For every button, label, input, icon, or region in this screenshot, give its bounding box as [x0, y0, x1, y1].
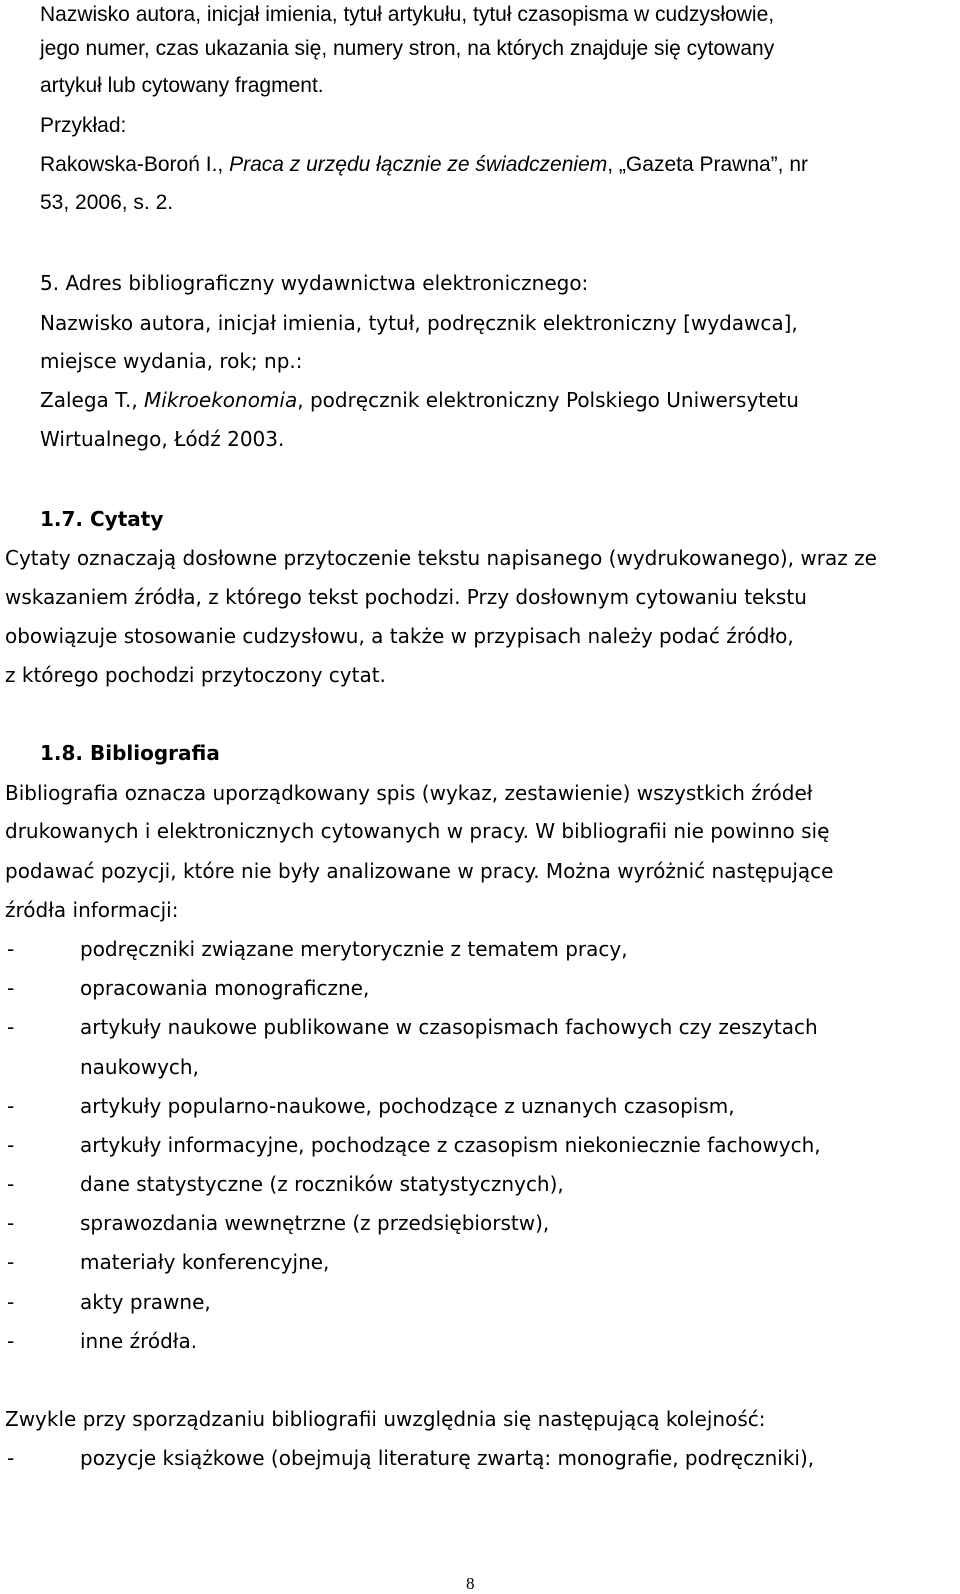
list-item-text: pozycje książkowe (obejmują literaturę zwartą: monografie, podręczniki), [80, 1446, 815, 1470]
text-line: Cytaty oznaczają dosłowne przytoczenie tekstu napisanego (wydrukowanego), wraz ze [5, 546, 877, 570]
section-heading-bibliografia: 1.8. Bibliografia [40, 741, 220, 765]
text-line: źródła informacji: [5, 898, 179, 922]
example-citation-1 [40, 152, 808, 178]
text-line: jego numer, czas ukazania się, numery stron, na których znajduje się cytowany [40, 37, 775, 60]
text-line: obowiązuje stosowanie cudzysłowu, a także w przypisach należy podać źródło, [5, 624, 794, 648]
list-item-text: dane statystyczne (z roczników statystycznych), [80, 1172, 564, 1196]
text-line: Bibliografia oznacza uporządkowany spis (wykaz, zestawienie) wszystkich źródeł [5, 781, 813, 805]
example-rest: , podręcznik elektroniczny Polskiego Uniwersytetu [297, 388, 799, 412]
list-item-text: opracowania monograficzne, [80, 976, 370, 1000]
example-citation-2 [40, 387, 799, 413]
example-title: Praca z urzędu łącznie ze świadczeniem [229, 153, 608, 176]
text-line: miejsce wydania, rok; np.: [40, 349, 303, 373]
text-line: Wirtualnego, Łódź 2003. [40, 427, 285, 451]
list-item-text: akty prawne, [80, 1290, 211, 1314]
dash-bullet: - [7, 1329, 15, 1353]
text-line: artykuł lub cytowany fragment. [40, 74, 324, 97]
text-line: z którego pochodzi przytoczony cytat. [5, 663, 386, 687]
example-title: Mikroekonomia [144, 388, 298, 412]
dash-bullet: - [7, 1094, 15, 1118]
example-author: Zalega T., [40, 388, 145, 412]
dash-bullet: - [7, 1446, 15, 1470]
text-line: podawać pozycji, które nie były analizowane w pracy. Można wyróżnić następujące [5, 859, 834, 883]
list-item-text: podręczniki związane merytorycznie z tematem pracy, [80, 937, 628, 961]
list-item-text: artykuły naukowe publikowane w czasopismach fachowych czy zeszytach [80, 1015, 818, 1039]
dash-bullet: - [7, 1290, 15, 1314]
text-line: Zwykle przy sporządzaniu bibliografii uwzględnia się następującą kolejność: [5, 1407, 766, 1431]
dash-bullet: - [7, 1172, 15, 1196]
text-line: Nazwisko autora, inicjał imienia, tytuł artykułu, tytuł czasopisma w cudzysłowie, [40, 3, 775, 26]
list-item-text: artykuły informacyjne, pochodzące z czasopism niekoniecznie fachowych, [80, 1133, 821, 1157]
section-heading: 5. Adres bibliograficzny wydawnictwa elektronicznego: [40, 271, 589, 295]
dash-bullet: - [7, 1133, 15, 1157]
example-author: Rakowska-Boroń I., [40, 153, 230, 176]
list-item-text: sprawozdania wewnętrzne (z przedsiębiorstw), [80, 1211, 550, 1235]
dash-bullet: - [7, 1250, 15, 1274]
list-item-text: inne źródła. [80, 1329, 198, 1353]
page-number: 8 [466, 1574, 475, 1593]
dash-bullet: - [7, 976, 15, 1000]
text-line: Nazwisko autora, inicjał imienia, tytuł, podręcznik elektroniczny [wydawca], [40, 311, 798, 335]
text-line: Przykład: [40, 114, 127, 137]
list-item-text: materiały konferencyjne, [80, 1250, 330, 1274]
dash-bullet: - [7, 1211, 15, 1235]
list-item-text: artykuły popularno-naukowe, pochodzące z uznanych czasopism, [80, 1094, 735, 1118]
section-heading-cytaty: 1.7. Cytaty [40, 507, 164, 531]
example-rest: , „Gazeta Prawna”, nr [607, 153, 809, 176]
dash-bullet: - [7, 1015, 15, 1039]
text-line: wskazaniem źródła, z którego tekst pochodzi. Przy dosłownym cytowaniu tekstu [5, 585, 807, 609]
list-item-text: naukowych, [80, 1055, 199, 1079]
dash-bullet: - [7, 937, 15, 961]
text-line: 53, 2006, s. 2. [40, 191, 174, 214]
text-line: drukowanych i elektronicznych cytowanych w pracy. W bibliografii nie powinno się [5, 819, 830, 843]
